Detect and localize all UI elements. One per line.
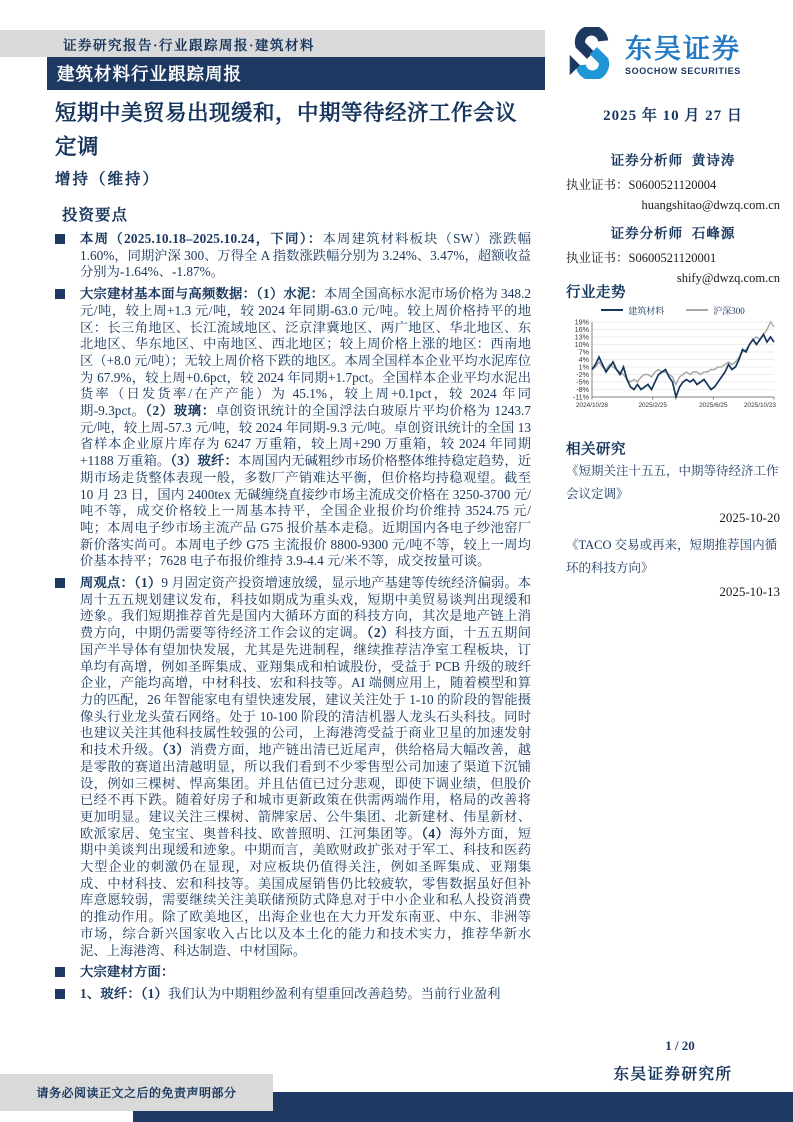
related-report-title[interactable]: 《TACO 交易或再来，短期推荐国内循环的科技方向》 [566,538,778,575]
key-point-item: 大宗建材方面： [55,964,531,981]
svg-text:-2%: -2% [576,369,589,379]
svg-text:-11%: -11% [572,392,589,402]
svg-text:16%: 16% [574,324,589,334]
related-report-title[interactable]: 《短期关注十五五，中期等待经济工作会议定调》 [566,464,779,501]
key-point-item: 本周（2025.10.18–2025.10.24，下同）：本周建筑材料板块（SW）涨跌幅 1.60%，同期沪深 300、万得全 A 指数涨跌幅分别为 3.24%、3.47%，超额收益分别为-1.64%、-1.87%。 [55,231,531,281]
related-research-list [566,460,780,608]
analyst-list [566,140,780,286]
industry-trend-chart [562,303,784,422]
related-research-heading: 相关研究 [566,442,626,458]
analyst-email[interactable]: shify@dwzq.com.cn [676,271,780,285]
report-series-banner: 建筑材料行业跟踪周报 [47,57,545,90]
svg-text:19%: 19% [574,317,589,327]
trend-line-chart [562,317,784,417]
analyst-cert: 执业证书：S0600521120001 [566,251,717,265]
soochow-s-logo-icon [566,27,618,84]
brand-name-cn: 东吴证券 [625,33,741,64]
analyst-card [566,149,780,213]
institute-name: 东吴证券研究所 [613,1066,733,1083]
svg-text:13%: 13% [574,332,589,342]
svg-text:2025/2/25: 2025/2/25 [638,402,667,409]
related-report-date: 2025-10-20 [719,510,780,525]
key-points-heading: 投资要点 [62,207,129,224]
svg-text:-8%: -8% [576,384,589,394]
svg-text:-5%: -5% [576,377,589,387]
bullet-square-icon [55,989,65,999]
bullet-square-icon [55,578,65,588]
brand-block [566,27,780,84]
brand-name-en: SOOCHOW SECURITIES [625,65,741,76]
related-report-date: 2025-10-13 [719,584,780,599]
analyst-email[interactable]: huangshitao@dwzq.com.cn [641,198,780,212]
svg-text:2025/6/25: 2025/6/25 [699,402,728,409]
analyst-role-name: 证券分析师 石峰源 [610,226,736,241]
svg-text:2025/10/23: 2025/10/23 [744,402,776,409]
key-point-item: 周观点：（1）9 月固定资产投资增速放缓，显示地产基建等传统经济偏弱。本周十五五规划建议发布，科技如期成为重头戏，短期中美贸易谈判出现缓和迹象。我们短期推荐首先是国内大循环方面的科技方向，其次是地产链上消费方向，中期仍需要等待经济工作会议的定调。（2）科技方面，十五五期间国产半导体有望加快发展，尤其是先进制程，继续推荐洁净室工程板块，订单均有高增，例如圣晖集成、亚翔集成和柏诚股份，受益于 PCB 升级的玻纤企业，产能均高增，中材科技、宏和科技等。AI 端侧应用上，随着模型和算力的匹配，26 年智能家电有望快速发展，建议关注处于 1-10 的阶段的智能摄像头行业龙头萤石网络。处于 10-100 阶段的清洁机器人龙头石头科技。同时也建议关注其他科技属性较强的公司，上海港湾受益于商业卫星的加速发射和技术升级。（3）消费方面，地产链出清已近尾声，供给格局大幅改善，越是零散的赛道出清越明显，所以我们看到不少零售型公司加速了渠道下沉铺设，例如三棵树、悍高集团。并且估值已过分悲观，即使下调业绩，但股价已经不再下跌。随着好房子和城市更新政策在供需两端作用，格局的改善将更加明显。建议关注三棵树、箭牌家居、公牛集团、北新建材、伟星新材、欧派家居、兔宝宝、奥普科技、欧普照明、江河集团等。（4）海外方面，短期中美谈判出现缓和迹象。中期而言，美欧财政扩张对于军工、科技和医药大型企业的刺激仍在显现，对应板块仍值得关注，例如圣晖集成、亚翔集成、中材科技、宏和科技等。美国成屋销售仍比较疲软，零售数据虽好但补库意愿较弱，需要继续关注美联储预防式降息对于中小企业和私人投资消费的推动作用。除了欧美地区，出海企业也在大力开发东南亚、中东、非洲等市场，综合新兴国家收入占比以及本土化的能力和技术实力，推荐华新水泥、上海港湾、科达制造、中材国际。 [55,575,531,959]
disclaimer-note: 请务必阅读正文之后的免责声明部分 [0,1074,273,1111]
report-title: 短期中美贸易出现缓和，中期等待经济工作会议定调 [55,101,518,159]
bullet-square-icon [55,967,65,977]
report-date: 2025 年 10 月 27 日 [603,108,743,124]
analyst-card [566,222,780,286]
analyst-cert: 执业证书：S0600521120004 [566,178,717,192]
svg-text:1%: 1% [578,362,589,372]
key-points-body [55,231,531,1008]
svg-text:7%: 7% [578,347,589,357]
bullet-square-icon [55,289,65,299]
chart-legend [562,303,784,317]
legend-item: 建筑材料 [601,304,664,317]
report-type-strip: 证券研究报告·行业跟踪周报·建筑材料 [0,30,545,57]
rating-badge: 增持（维持） [55,171,161,188]
svg-text:10%: 10% [574,339,589,349]
svg-text:4%: 4% [578,354,589,364]
key-point-item: 1、玻纤：（1）我们认为中期粗纱盈利有望重回改善趋势。当前行业盈利 [55,986,531,1003]
bullet-square-icon [55,234,65,244]
key-point-item: 大宗建材基本面与高频数据：（1）水泥：本周全国高标水泥市场价格为 348.2 元/吨，较上周+1.3 元/吨，较 2024 年同期-63.0 元/吨。较上周价格持平的地区：长三角地区、长江流域地区、泛京津冀地区、两广地区、华北地区、东北地区、华东地区、中南地区、西北地区；较上周价格上涨的地区：西南地区（+8.0 元/吨）；无较上周价格下跌的地区。本周全国样本企业平均水泥库位为 67.9%，较上周+0.6pct，较 2024 年同期+1.7pct。全国样本企业平均水泥出货率（日发货率/在产产能）为 45.1%，较上周+0.1pct，较 2024 年同期-9.3pct。（2）玻璃：卓创资讯统计的全国浮法白玻原片平均价格为 1243.7 元/吨，较上周-57.3 元/吨，较 2024 年同期-9.3 元/吨。卓创资讯统计的全国 13 省样本企业原片库存为 6247 万重箱，较上周+290 万重箱，较 2024 年同期+1188 万重箱。（3）玻纤：本周国内无碱粗纱市场价格整体维持稳定趋势，近期市场走货整体表现一般，多数厂产销难达平衡，但价格均持稳观望。截至 10 月 23 日，国内 2400tex 无碱缠绕直接纱市场主流成交价格在 3250-3700 元/吨不等，成交价格较上一周基本持平，全国企业报价均价维持 3524.75 元/吨；本周电子纱市场主流产品 G75 报价基本走稳。近期国内各电子纱池窑厂新价落实尚可。本周电子纱 G75 主流报价 8800-9300 元/吨不等，较上一周均价基本持平；7628 电子布报价维持 3.9-4.4 元/米不等，成交按量可谈。 [55,286,531,570]
legend-item: 沪深300 [686,304,745,317]
industry-trend-heading: 行业走势 [566,285,626,301]
analyst-role-name: 证券分析师 黄诗涛 [610,153,736,168]
page-number: 1 / 20 [665,1038,695,1053]
svg-text:2024/10/28: 2024/10/28 [576,402,608,409]
